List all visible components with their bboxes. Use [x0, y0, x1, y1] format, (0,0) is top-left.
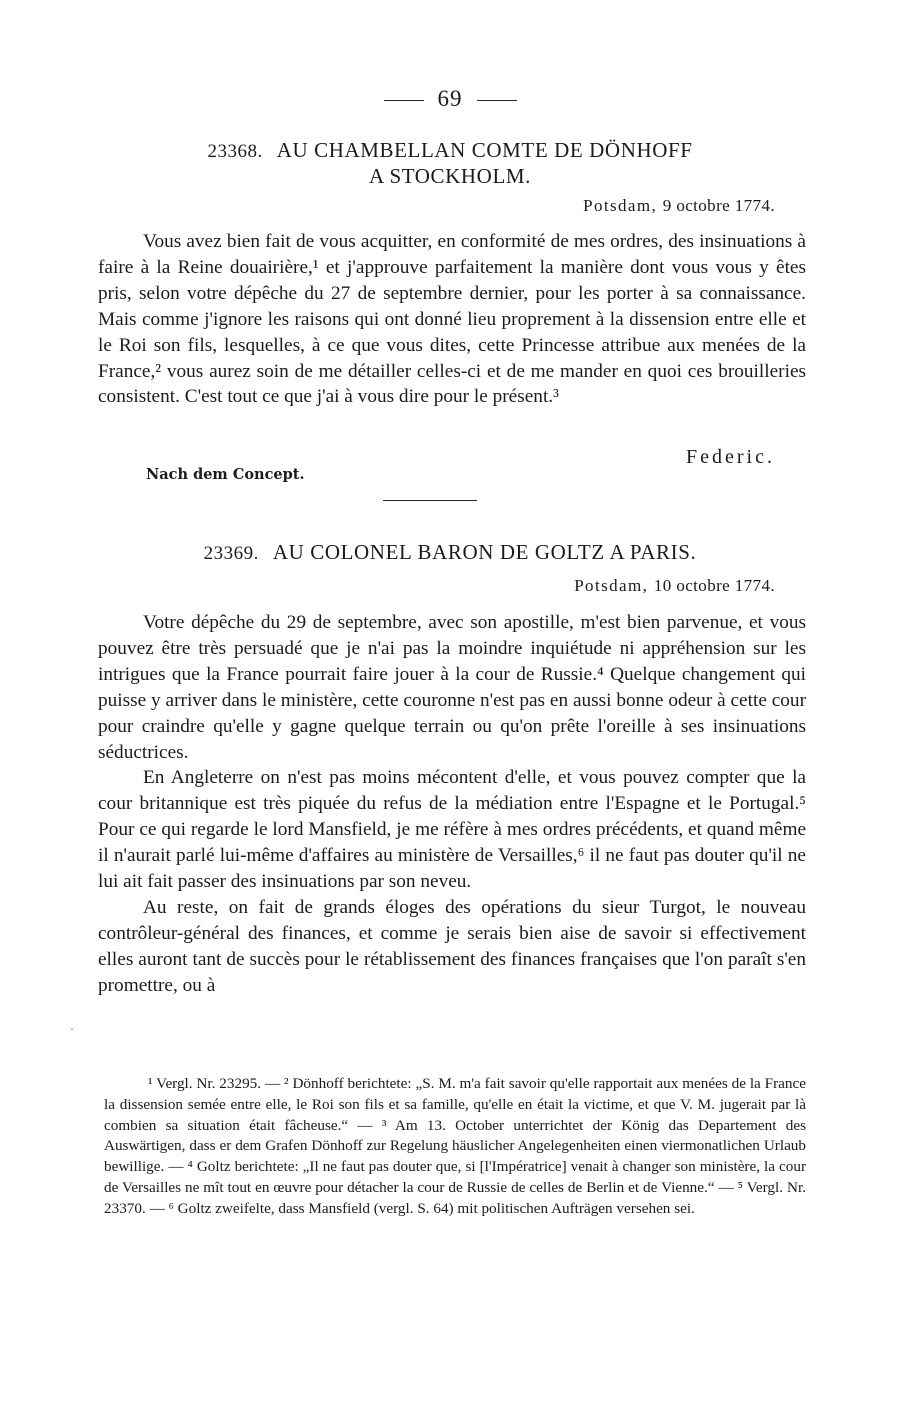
letter-2-paragraph-2: En Angleterre on n'est pas moins mécontent d'elle, et vous pouvez compter que la cour britannique est très piquée du refus de la médiation entre l'Espagne et le Portugal.⁵ Pour ce qui regarde le lord Mansfield, je me réfère à mes ordres précédents, et quand même il n'aurait parlé lui-même d'affaires au ministère de Versailles,⁶ il ne faut pas douter qu'il ne lui ait fait passer des insinuations par son neveu. — [98, 767, 806, 893]
footnote-text: ¹ Vergl. Nr. 23295. — ² Dönhoff berichtete: „S. M. m'a fait savoir qu'elle rapportait aux menées de la France la dissension semée entre elle, le Roi son fils et sa famille, qu'elle en était la victime, et que V. M. jugerait par là combien sa situation était fâcheuse.“ — ³ Am 13. October unterrichtet der König das Departement des Auswärtigen, dass er dem Grafen Dönhoff zur Regelung häuslicher Angelegenheiten einen viermonatlichen Urlaub bewillige. — ⁴ Goltz berichtete: „Il ne faut pas douter que, si [l'Impératrice] venait à changer son ministère, la cour de Versailles ne mît tout en œuvre pour détacher la cour de Russie de celles de Berlin et de Vienne.“ — ⁵ Vergl. Nr. 23370. — ⁶ Goltz zweifelte, dass Mansfield (vergl. S. 64) mit politischen Aufträgen versehen sei. — [104, 1075, 806, 1217]
letter-1-body — [98, 229, 806, 410]
letter-1-signature: Federic. — [686, 446, 775, 468]
letter-2-body — [98, 610, 806, 999]
letter-2-date: 10 octobre 1774. — [653, 576, 775, 595]
letter-1-paragraph: Vous avez bien fait de vous acquitter, en conformité de mes ordres, des insinuations à faire à la Reine douairière,¹ et j'approuve parfaitement la manière dont vous vous y êtes pris, selon votre dépêche du 27 de septembre dernier, pour les porter à sa connaissance. Mais comme j'ignore les raisons qui ont donné lieu proprement à la dissension entre elle et le Roi son fils, lesquelles, à ce que vous dites, cette Princesse attribue aux menées de la France,² vous aurez soin de me détailler celles-ci et de me mander en quoi ces brouilleries consistent. C'est tout ce que j'ai à vous dire pour le présent.³ — [98, 231, 806, 408]
print-speck: · — [70, 1022, 74, 1036]
letter-1-source-note: Nach dem Concept. — [146, 466, 305, 483]
dash-right — [477, 100, 517, 101]
letter-1-heading — [0, 138, 900, 163]
letter-2-date-place: Potsdam, — [574, 576, 649, 595]
letter-2-paragraph-3: Au reste, on fait de grands éloges des opérations du sieur Turgot, le nouveau contrôleur-général des finances, et comme je serais bien aise de savoir si effectivement elles auront tant de succès pour le rétablissement des finances françaises que l'on paraît s'en promettre, ou à — [98, 896, 806, 996]
letter-1-dateline — [583, 196, 775, 216]
letter-2-paragraph-1: Votre dépêche du 29 de septembre, avec son apostille, m'est bien parvenue, et vous pouvez être très persuadé que je n'ai pas la moindre inquiétude ni appréhension sur les intrigues que la France pourrait faire jouer à la cour de Russie.⁴ Quelque changement qui puisse y arriver dans le ministère, cette couronne n'est pas en aussi bonne odeur à cette cour pour craindre qu'elle y gagne quelque terrain ou qu'on prête l'oreille à ses insinuations séductrices. — [98, 612, 806, 763]
footnotes — [104, 1074, 806, 1220]
letter-2-heading — [0, 540, 900, 565]
letter-1-date: 9 octobre 1774. — [662, 196, 775, 215]
dash-left — [384, 100, 424, 101]
letter-2-number: 23369. — [203, 543, 259, 564]
letter-1-heading-line2: A STOCKHOLM. — [368, 164, 531, 188]
section-divider — [383, 500, 477, 501]
letter-1-heading-line1: AU CHAMBELLAN COMTE DE DÖNHOFF — [276, 138, 693, 162]
letter-1-date-place: Potsdam, — [583, 196, 658, 215]
letter-1-number: 23368. — [207, 141, 263, 162]
letter-2-heading-line1: AU COLONEL BARON DE GOLTZ A PARIS. — [272, 540, 697, 564]
letter-2-dateline — [574, 576, 775, 596]
page-number: 69 — [437, 86, 463, 111]
page-number-line — [0, 86, 900, 112]
